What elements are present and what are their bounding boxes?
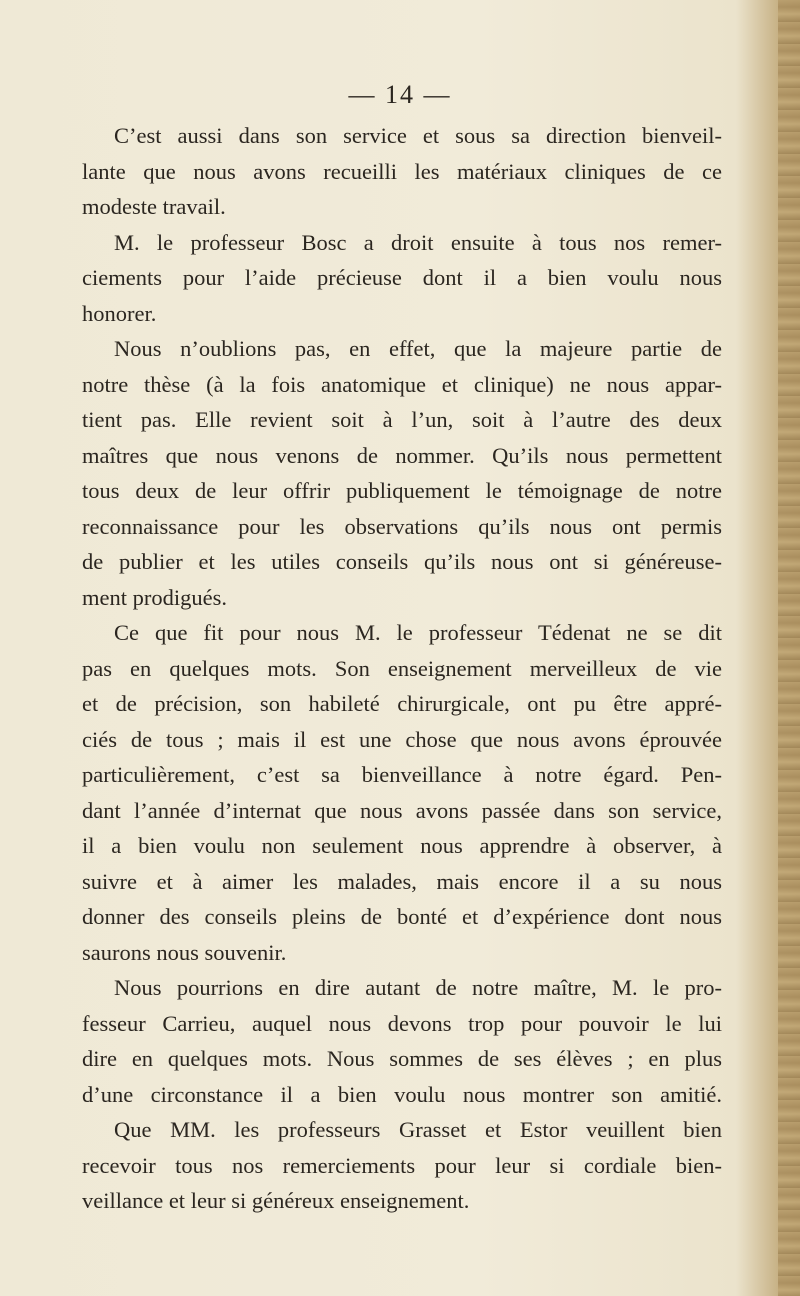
text-line: honorer. (82, 300, 157, 326)
text-line: suivre et à aimer les malades, mais encore il a su nous (82, 868, 722, 894)
text-line: Nous n’oublions pas, en effet, que la majeure partie de (114, 336, 722, 361)
text-line: ciés de tous ; mais il est une chose que nous avons éprouvée (82, 726, 722, 752)
text-line: donner des conseils pleins de bonté et d’expérience dont nous (82, 904, 722, 929)
text-line: Nous pourrions en dire autant de notre maître, M. le pro- (114, 975, 722, 1000)
text-line: M. le professeur Bosc a droit ensuite à tous nos remer- (114, 229, 722, 255)
text-line: recevoir tous nos remerciements pour leur si cordiale bien- (82, 1152, 722, 1178)
text-line: de publier et les utiles conseils qu’ils nous ont si généreuse- (82, 549, 722, 574)
text-line: Que MM. les professeurs Grasset et Estor veuillent bien (114, 1117, 722, 1142)
text-line: dant l’année d’internat que nous avons passée dans son service, (82, 797, 722, 823)
text-line: saurons nous souvenir. (82, 939, 287, 965)
text-line: dire en quelques mots. Nous sommes de ses élèves ; en plus (82, 1046, 722, 1071)
text-line: lante que nous avons recueilli les matériaux cliniques de ce (82, 158, 722, 184)
text-line: maîtres que nous venons de nommer. Qu’ils nous permettent (82, 442, 722, 468)
text-line: notre thèse (à la fois anatomique et clinique) ne nous appar- (82, 371, 722, 397)
text-line: reconnaissance pour les observations qu’ils nous ont permis (82, 513, 722, 539)
page-edge-shadow (778, 0, 800, 1296)
text-line: pas en quelques mots. Son enseignement merveilleux de vie (82, 655, 722, 681)
text-line: veillance et leur si généreux enseignement. (82, 1188, 470, 1213)
text-line: particulièrement, c’est sa bienveillance à notre égard. Pen- (82, 762, 722, 787)
text-line: tient pas. Elle revient soit à l’un, soit à l’autre des deux (82, 407, 722, 432)
text-line: Ce que fit pour nous M. le professeur Tédenat ne se dit (114, 620, 722, 645)
text-line: C’est aussi dans son service et sous sa direction bienveil- (114, 123, 722, 148)
text-line: et de précision, son habileté chirurgicale, ont pu être appré- (82, 691, 722, 716)
text-line: modeste travail. (82, 194, 226, 219)
text-line: ment prodigués. (82, 584, 227, 610)
page-number: — 14 — (348, 80, 452, 109)
text-line: tous deux de leur offrir publiquement le témoignage de notre (82, 478, 722, 503)
text-line: fesseur Carrieu, auquel nous devons trop pour pouvoir le lui (82, 1010, 722, 1036)
text-line: d’une circonstance il a bien voulu nous montrer son amitié. (82, 1081, 722, 1107)
body-text (82, 118, 722, 1219)
text-line: il a bien voulu non seulement nous apprendre à observer, à (82, 833, 722, 858)
text-line: ciements pour l’aide précieuse dont il a bien voulu nous (82, 265, 722, 290)
